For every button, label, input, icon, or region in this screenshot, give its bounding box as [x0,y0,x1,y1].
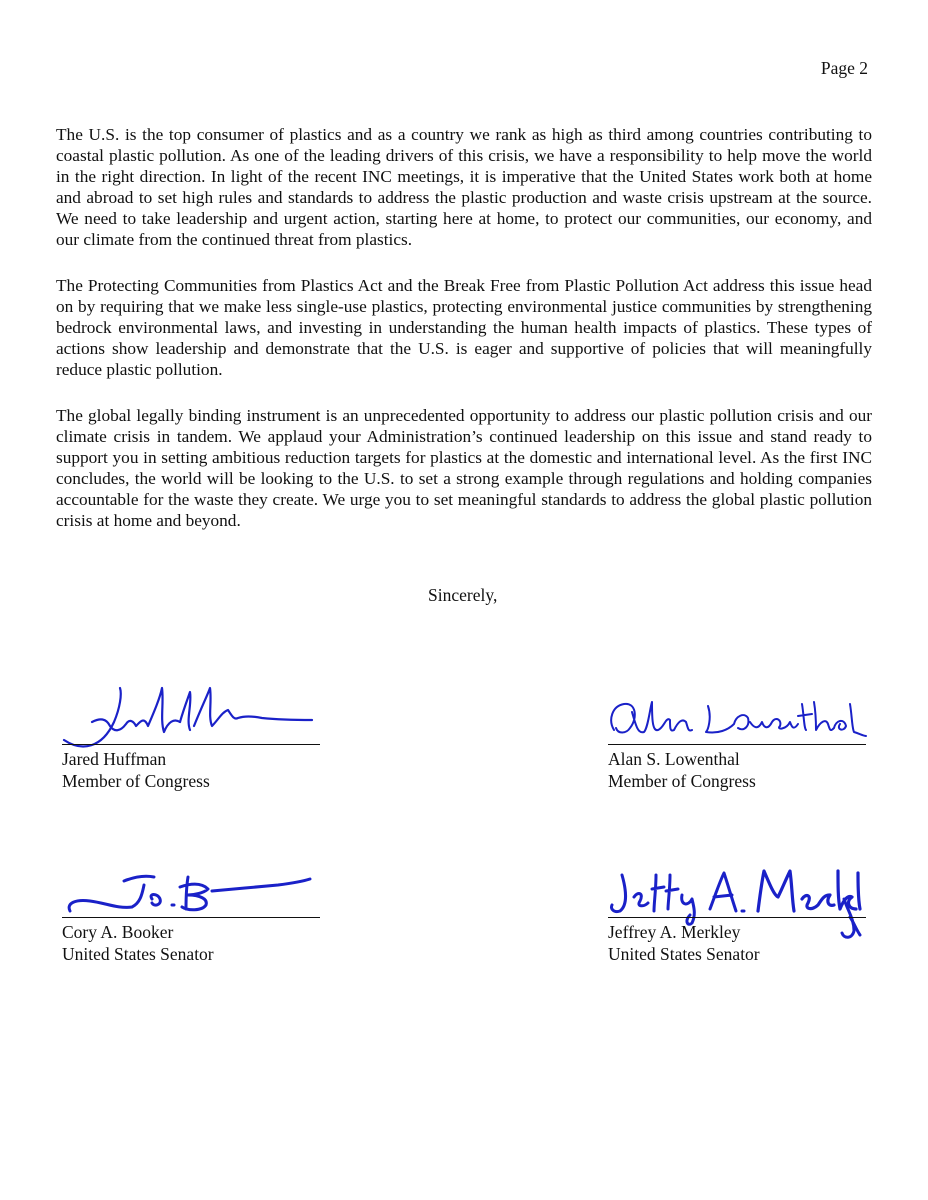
signature-line [608,917,866,918]
signatory-name: Jeffrey A. Merkley [608,922,741,942]
signatory-title: Member of Congress [608,771,756,791]
signatory-name: Cory A. Booker [62,922,174,942]
signatory-title: Member of Congress [62,771,210,791]
signature-line [608,744,866,745]
page-number: Page 2 [820,58,868,78]
signatory-name: Alan S. Lowenthal [608,749,740,769]
handwritten-signature-booker [62,855,322,930]
handwritten-signature-huffman [62,682,322,757]
signatory-title: United States Senator [608,944,760,964]
signatory-name: Jared Huffman [62,749,167,769]
paragraph: The global legally binding instrument is an unprecedented opportunity to address our plastic pollution crisis and our climate crisis in tandem. We applaud your Administration’s continued leadership on this issue and stand ready to support you in setting ambitious reduction targets for plastics at the domestic and international level. As the first INC concludes, the world will be looking to the U.S. to set a strong example through regulations and holding companies accountable for the waste they create. We urge you to set meaningful standards to address the global plastic pollution crisis at home and beyond. [56,406,872,530]
letter-body [56,124,872,556]
signatory-title: United States Senator [62,944,214,964]
signature-line [62,917,320,918]
closing: Sincerely, [428,585,498,605]
paragraph: The Protecting Communities from Plastics Act and the Break Free from Plastic Pollution Act address this issue head on by requiring that we make less single-use plastics, protecting environmental justice communities by strengthening bedrock environmental laws, and investing in understanding the human health impacts of plastics. These types of actions show leadership and demonstrate that the U.S. is eager and supportive of policies that will meaningfully reduce plastic pollution. [56,276,872,379]
handwritten-signature-lowenthal [608,682,868,757]
signature-line [62,744,320,745]
paragraph: The U.S. is the top consumer of plastics and as a country we rank as high as third among countries contributing to coastal plastic pollution. As one of the leading drivers of this crisis, we have a responsibility to help move the world in the right direction. In light of the recent INC meetings, it is imperative that the United States work both at home and abroad to set high rules and standards to address the plastic production and waste crisis upstream at the source. We need to take leadership and urgent action, starting here at home, to protect our communities, our economy, and our climate from the continued threat from plastics. [56,125,872,249]
